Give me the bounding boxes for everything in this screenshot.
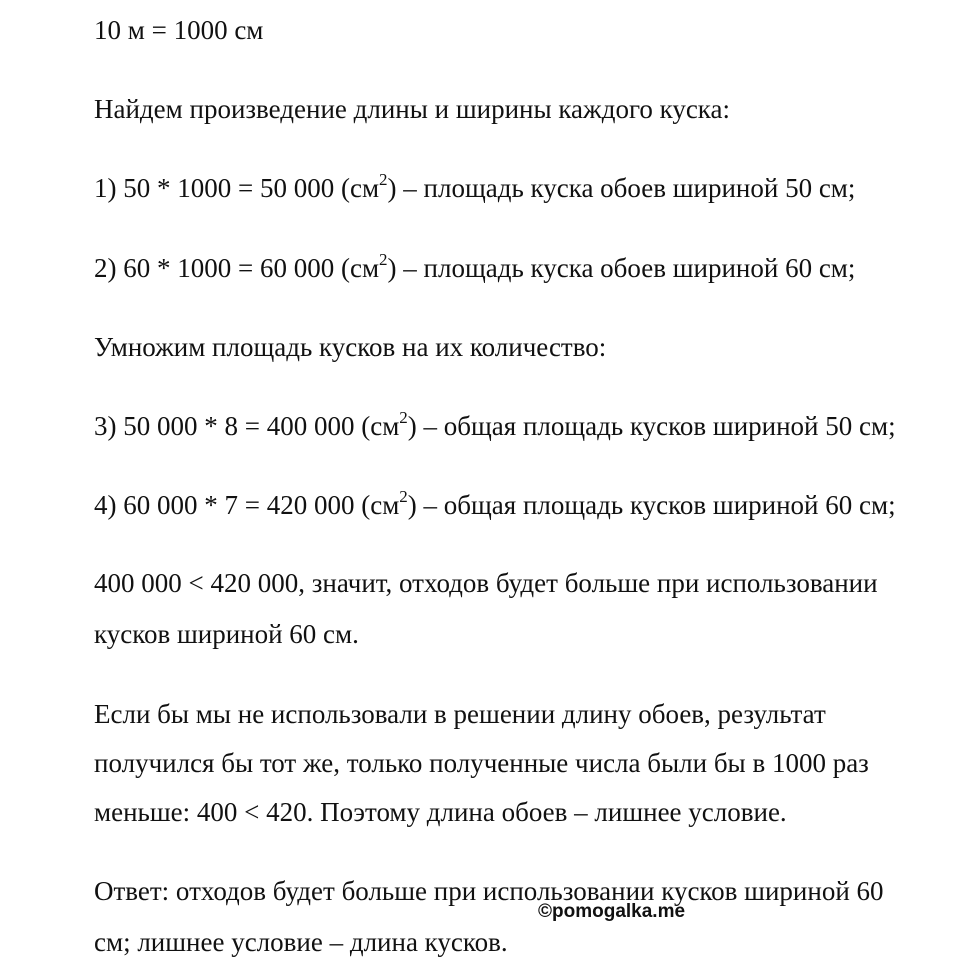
text-line-conversion: 10 м = 1000 см xyxy=(94,15,264,45)
step-3-superscript: 2 xyxy=(399,408,408,427)
text-line-intro-product: Найдем произведение длины и ширины каждого куска: xyxy=(94,94,731,124)
text-line-remark-1: Если бы мы не использовали в решении длину обоев, результат xyxy=(94,699,826,729)
step-3-tail: ) – общая площадь кусков шириной 50 см; xyxy=(407,411,896,441)
text-line-remark-2: получился бы тот же, только полученные числа были бы в 1000 раз xyxy=(94,748,869,778)
text-line-step-4 xyxy=(94,488,896,522)
step-1-tail: ) – площадь куска обоев шириной 50 см; xyxy=(387,173,856,203)
text-line-comparison-2: кусков шириной 60 см. xyxy=(94,619,359,649)
watermark: ©pomogalka.me xyxy=(538,901,686,922)
step-2-superscript: 2 xyxy=(379,250,388,269)
text-line-step-1 xyxy=(94,171,855,205)
text-line-step-3 xyxy=(94,409,896,443)
step-2-main: 2) 60 * 1000 = 60 000 (см xyxy=(94,253,380,283)
text-line-comparison-1: 400 000 < 420 000, значит, отходов будет больше при использовании xyxy=(94,568,878,598)
step-4-main: 4) 60 000 * 7 = 420 000 (см xyxy=(94,490,400,520)
text-line-answer-1: Ответ: отходов будет больше при использовании кусков шириной 60 xyxy=(94,876,884,906)
text-line-intro-multiply: Умножим площадь кусков на их количество: xyxy=(94,332,607,362)
step-4-tail: ) – общая площадь кусков шириной 60 см; xyxy=(407,490,896,520)
step-2-tail: ) – площадь куска обоев шириной 60 см; xyxy=(387,253,856,283)
step-1-superscript: 2 xyxy=(379,170,388,189)
step-4-superscript: 2 xyxy=(399,487,408,506)
text-line-remark-3: меньше: 400 < 420. Поэтому длина обоев – лишнее условие. xyxy=(94,797,787,827)
text-line-answer-2: см; лишнее условие – длина кусков. xyxy=(94,927,508,957)
text-line-step-2 xyxy=(94,251,855,285)
step-1-main: 1) 50 * 1000 = 50 000 (см xyxy=(94,173,380,203)
step-3-main: 3) 50 000 * 8 = 400 000 (см xyxy=(94,411,400,441)
